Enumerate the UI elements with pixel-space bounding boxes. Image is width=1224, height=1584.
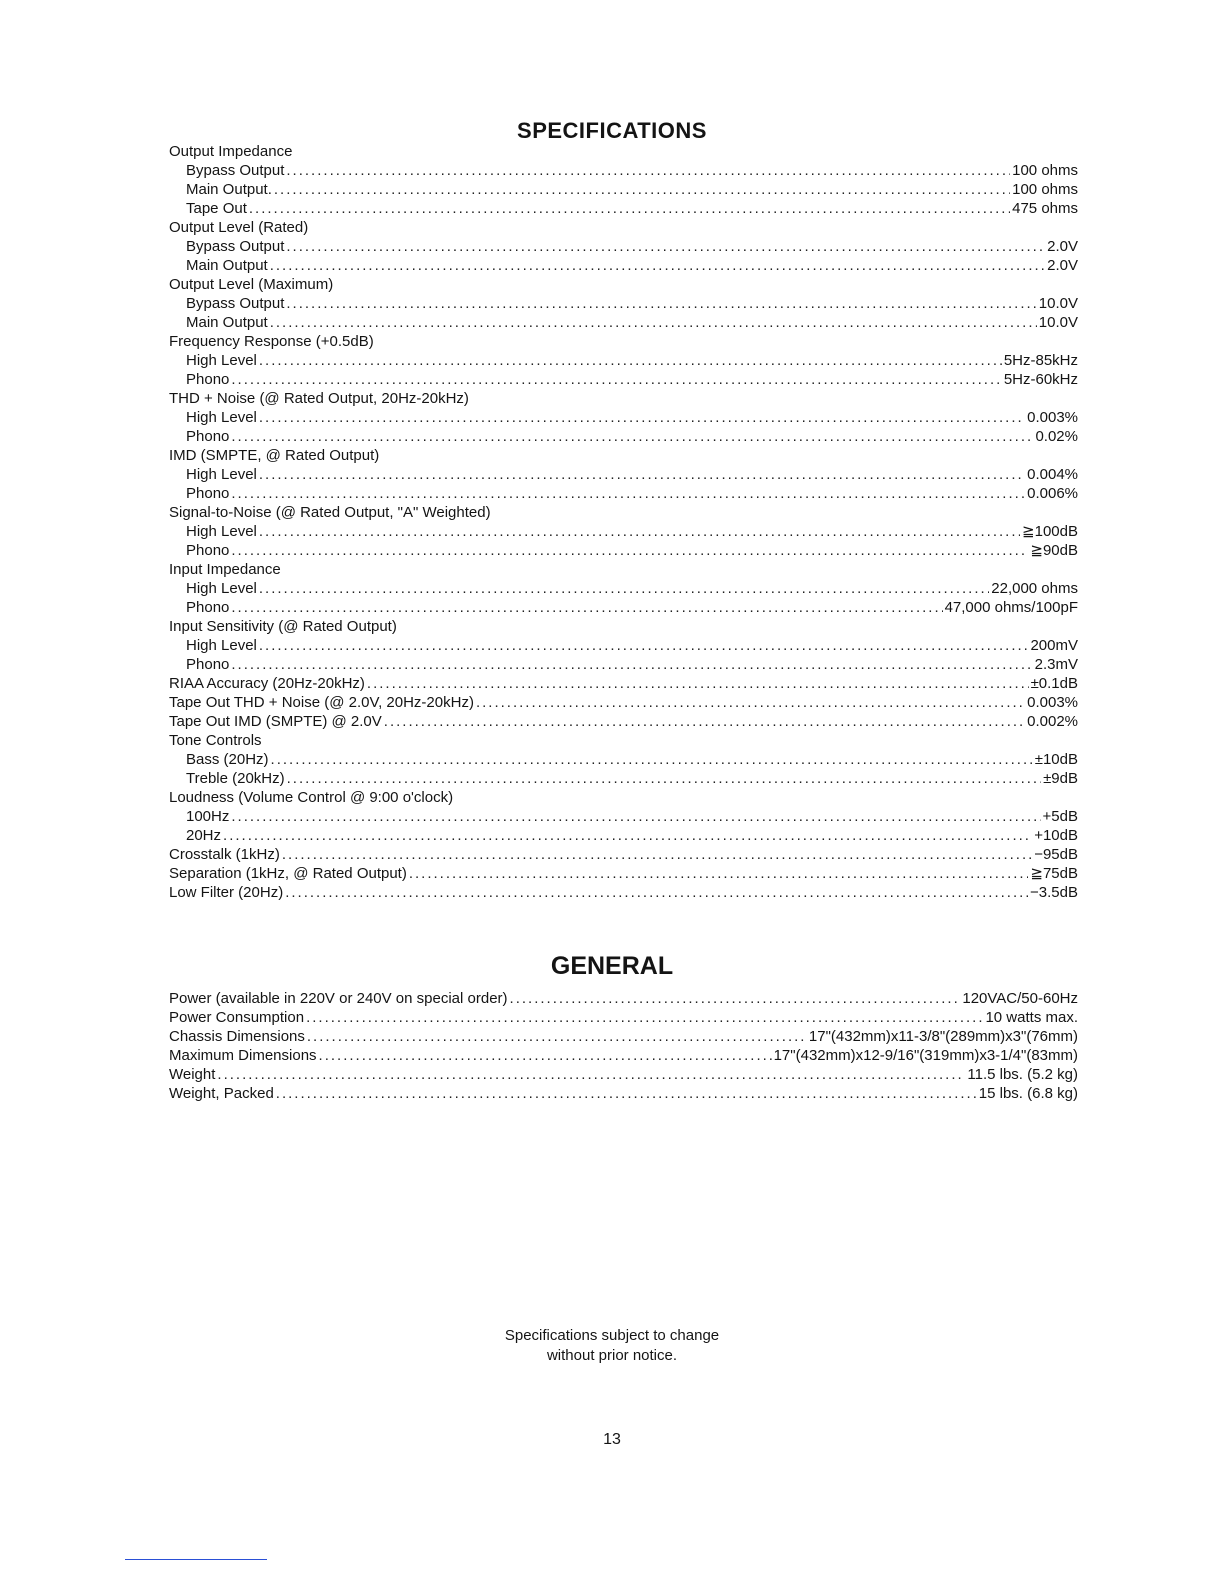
spec-label: High Level (186, 580, 257, 597)
spec-value: 100 ohms (1012, 162, 1078, 179)
spec-label: High Level (186, 637, 257, 654)
spec-label: High Level (186, 352, 257, 369)
spec-row (169, 408, 1078, 427)
dot-leader (367, 674, 1029, 693)
spec-value: 10.0V (1038, 314, 1078, 331)
spec-label: High Level (186, 466, 257, 483)
spec-label: Signal-to-Noise (@ Rated Output, "A" Weighted) (169, 504, 491, 521)
spec-value: 5Hz-85kHz (1003, 352, 1078, 369)
spec-label: Treble (20kHz) (186, 770, 285, 787)
spec-row (169, 256, 1078, 275)
spec-row (169, 294, 1078, 313)
footnote-line-1: Specifications subject to change (504, 1327, 720, 1344)
spec-row (169, 883, 1078, 902)
spec-group-heading (169, 788, 1078, 807)
specifications-heading: SPECIFICATIONS (517, 118, 707, 143)
dot-leader (231, 541, 1028, 560)
spec-row (169, 579, 1078, 598)
dot-leader (286, 294, 1036, 313)
spec-value: ±0.1dB (1030, 675, 1078, 692)
spec-value: 2.3mV (1034, 656, 1078, 673)
spec-value: 22,000 ohms (991, 580, 1078, 597)
spec-value: 10.0V (1038, 295, 1078, 312)
spec-label: Output Level (Maximum) (169, 276, 334, 293)
spec-row (169, 693, 1078, 712)
dot-leader (231, 370, 1001, 389)
spec-group-heading (169, 142, 1078, 161)
spec-row (169, 351, 1078, 370)
dot-leader (286, 161, 1010, 180)
spec-value: −3.5dB (1030, 884, 1078, 901)
spec-row (169, 826, 1078, 845)
spec-value: ±9dB (1043, 770, 1078, 787)
spec-row (169, 845, 1078, 864)
spec-label: Tone Controls (169, 732, 262, 749)
spec-label: Phono (186, 371, 230, 388)
spec-row (169, 370, 1078, 389)
dot-leader (217, 1065, 965, 1084)
spec-value: 0.004% (1027, 466, 1078, 483)
spec-label: Weight, Packed (169, 1085, 274, 1102)
spec-row (169, 180, 1078, 199)
spec-row (169, 484, 1078, 503)
spec-value: 15 lbs. (6.8 kg) (978, 1085, 1078, 1102)
dot-leader (259, 351, 1002, 370)
dot-leader (259, 465, 1025, 484)
spec-label: Main Output (186, 257, 268, 274)
spec-row (169, 674, 1078, 693)
spec-label: Phono (186, 485, 230, 502)
spec-label: High Level (186, 523, 257, 540)
spec-label: RIAA Accuracy (20Hz-20kHz) (169, 675, 365, 692)
spec-label: Output Impedance (169, 143, 293, 160)
spec-group-heading (169, 332, 1078, 351)
spec-row (169, 1084, 1078, 1103)
spec-row (169, 1027, 1078, 1046)
dot-leader (231, 655, 1032, 674)
spec-row (169, 237, 1078, 256)
spec-label: Chassis Dimensions (169, 1028, 305, 1045)
dot-leader (306, 1008, 983, 1027)
spec-group-heading (169, 731, 1078, 750)
spec-value: 200mV (1030, 637, 1078, 654)
spec-group-heading (169, 389, 1078, 408)
spec-label: 100Hz (186, 808, 230, 825)
spec-value: ≧100dB (1022, 523, 1078, 540)
spec-row (169, 1008, 1078, 1027)
spec-value: 10 watts max. (985, 1009, 1078, 1026)
spec-value: ≧75dB (1030, 865, 1078, 882)
spec-value: 47,000 ohms/100pF (944, 599, 1078, 616)
dot-leader (270, 313, 1037, 332)
spec-label: Phono (186, 428, 230, 445)
spec-label: Input Sensitivity (@ Rated Output) (169, 618, 397, 635)
spec-label: Bypass Output (186, 238, 285, 255)
dot-leader (286, 237, 1045, 256)
spec-label: Main Output. (186, 181, 272, 198)
spec-value: 0.006% (1027, 485, 1078, 502)
spec-row (169, 598, 1078, 617)
spec-label: THD + Noise (@ Rated Output, 20Hz-20kHz) (169, 390, 469, 407)
dot-leader (384, 712, 1025, 731)
dot-leader (409, 864, 1029, 883)
dot-leader (282, 845, 1032, 864)
spec-value: 5Hz-60kHz (1003, 371, 1078, 388)
spec-label: Bypass Output (186, 162, 285, 179)
spec-label: Phono (186, 599, 230, 616)
spec-label: Crosstalk (1kHz) (169, 846, 280, 863)
spec-row (169, 807, 1078, 826)
spec-value: +10dB (1034, 827, 1078, 844)
spec-value: 0.002% (1027, 713, 1078, 730)
dot-leader (249, 199, 1010, 218)
spec-group-heading (169, 275, 1078, 294)
spec-label: Bass (20Hz) (186, 751, 269, 768)
dot-leader (285, 883, 1028, 902)
spec-label: High Level (186, 409, 257, 426)
spec-label: Separation (1kHz, @ Rated Output) (169, 865, 407, 882)
spec-group-heading (169, 617, 1078, 636)
spec-row (169, 541, 1078, 560)
spec-row (169, 199, 1078, 218)
spec-row (169, 427, 1078, 446)
general-list (169, 989, 1078, 1103)
spec-label: IMD (SMPTE, @ Rated Output) (169, 447, 380, 464)
spec-value: ≧90dB (1030, 542, 1078, 559)
spec-row (169, 1046, 1078, 1065)
spec-row (169, 769, 1078, 788)
dot-leader (270, 256, 1045, 275)
spec-value: 0.003% (1027, 409, 1078, 426)
dot-leader (287, 769, 1041, 788)
spec-label: Input Impedance (169, 561, 281, 578)
spec-value: −95dB (1034, 846, 1078, 863)
spec-value: 100 ohms (1012, 181, 1078, 198)
dot-leader (231, 484, 1025, 503)
dot-leader (259, 522, 1020, 541)
spec-label: Maximum Dimensions (169, 1047, 317, 1064)
dot-leader (259, 636, 1029, 655)
dot-leader (231, 598, 942, 617)
spec-group-heading (169, 446, 1078, 465)
spec-label: Main Output (186, 314, 268, 331)
spec-value: 2.0V (1047, 257, 1078, 274)
spec-label: Frequency Response (+0.5dB) (169, 333, 374, 350)
dot-leader (223, 826, 1032, 845)
spec-label: Tape Out IMD (SMPTE) @ 2.0V (169, 713, 382, 730)
spec-row (169, 655, 1078, 674)
spec-label: Phono (186, 542, 230, 559)
spec-row (169, 313, 1078, 332)
footer-rule (125, 1559, 267, 1560)
spec-label: Tape Out (186, 200, 247, 217)
dot-leader (259, 408, 1025, 427)
spec-value: 2.0V (1047, 238, 1078, 255)
spec-row (169, 522, 1078, 541)
spec-row (169, 1065, 1078, 1084)
spec-label: 20Hz (186, 827, 222, 844)
spec-row (169, 465, 1078, 484)
spec-label: Phono (186, 656, 230, 673)
spec-value: 11.5 lbs. (5.2 kg) (967, 1066, 1078, 1083)
spec-label: Bypass Output (186, 295, 285, 312)
spec-label: Power (available in 220V or 240V on special order) (169, 990, 508, 1007)
spec-value: ±10dB (1034, 751, 1078, 768)
spec-row (169, 989, 1078, 1008)
spec-group-heading (169, 503, 1078, 522)
spec-label: Power Consumption (169, 1009, 305, 1026)
spec-label: Loudness (Volume Control @ 9:00 o'clock) (169, 789, 454, 806)
footnote-line-2: without prior notice. (546, 1347, 678, 1364)
dot-leader (307, 1027, 807, 1046)
spec-group-heading (169, 560, 1078, 579)
spec-value: 120VAC/50-60Hz (962, 990, 1078, 1007)
spec-value: 17"(432mm)x11-3/8"(289mm)x3"(76mm) (808, 1028, 1078, 1045)
spec-value: +5dB (1042, 808, 1078, 825)
general-heading: GENERAL (550, 952, 674, 980)
page-number: 13 (603, 1431, 621, 1448)
spec-value: 17"(432mm)x12-9/16"(319mm)x3-1/4"(83mm) (773, 1047, 1078, 1064)
spec-value: 475 ohms (1012, 200, 1078, 217)
dot-leader (259, 579, 989, 598)
specifications-list (169, 142, 1078, 902)
spec-group-heading (169, 218, 1078, 237)
dot-leader (271, 750, 1033, 769)
spec-row (169, 750, 1078, 769)
spec-value: 0.02% (1035, 428, 1078, 445)
spec-row (169, 712, 1078, 731)
spec-row (169, 161, 1078, 180)
dot-leader (476, 693, 1025, 712)
spec-label: Tape Out THD + Noise (@ 2.0V, 20Hz-20kHz) (169, 694, 474, 711)
dot-leader (274, 180, 1010, 199)
dot-leader (510, 989, 961, 1008)
dot-leader (276, 1084, 977, 1103)
spec-row (169, 864, 1078, 883)
spec-label: Output Level (Rated) (169, 219, 309, 236)
spec-label: Low Filter (20Hz) (169, 884, 284, 901)
spec-row (169, 636, 1078, 655)
spec-value: 0.003% (1027, 694, 1078, 711)
dot-leader (319, 1046, 772, 1065)
dot-leader (231, 427, 1033, 446)
spec-label: Weight (169, 1066, 216, 1083)
dot-leader (231, 807, 1040, 826)
